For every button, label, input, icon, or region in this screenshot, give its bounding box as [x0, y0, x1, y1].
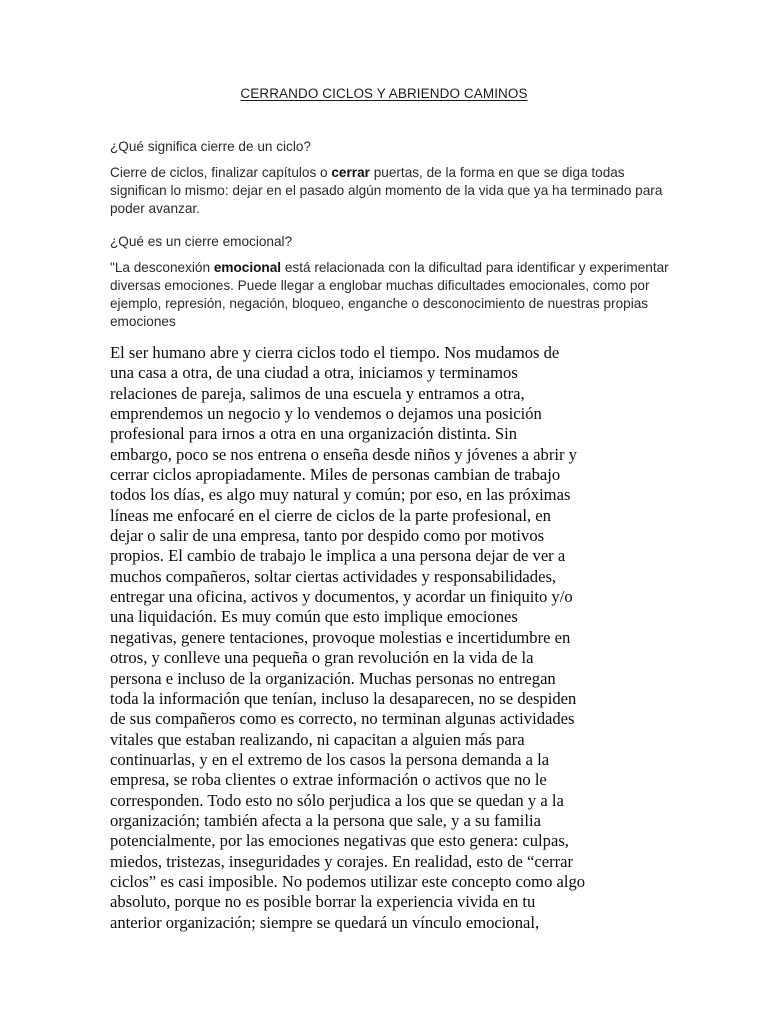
document-title: CERRANDO CICLOS Y ABRIENDO CAMINOS [240, 86, 528, 101]
body-line: vitales que estaban realizando, ni capacitan a alguien más para [110, 729, 525, 749]
paragraph-desconexion-emocional [110, 259, 670, 331]
body-line: potencialmente, por las emociones negativas que esto genera: culpas, [110, 831, 569, 851]
body-line: miedos, tristezas, inseguridades y corajes. En realidad, esto de “cerrar [110, 851, 574, 871]
body-line: cerrar ciclos apropiadamente. Miles de personas cambian de trabajo [110, 465, 561, 485]
body-line: relaciones de pareja, salimos de una escuela y entramos a otra, [110, 383, 525, 403]
question-cierre-ciclo: ¿Qué significa cierre de un ciclo? [110, 139, 311, 154]
body-line: otros, y conlleve una pequeña o gran revolución en la vida de la [110, 648, 534, 668]
body-text [110, 343, 670, 933]
body-line: una liquidación. Es muy común que esto implique emociones [110, 607, 518, 627]
body-line: emprendemos un negocio y lo vendemos o dejamos una posición [110, 404, 542, 424]
body-line: organización; también afecta a la persona que sale, y a su familia [110, 810, 541, 830]
body-line: corresponden. Todo esto no sólo perjudica a los que se quedan y a la [110, 790, 564, 810]
paragraph-cierre-ciclos [110, 164, 670, 218]
paragraph-text: Cierre de ciclos, finalizar capítulos o [110, 165, 332, 180]
body-line: entregar una oficina, activos y documentos, y acordar un finiquito y/o [110, 587, 573, 607]
paragraph-text: puertas, de la forma en que se diga todas significan lo mismo: dejar en el pasado algún momento de la vida que ya ha terminado para poder avanzar. [110, 165, 663, 216]
bold-keyword: cerrar [331, 165, 370, 180]
body-line: de sus compañeros como es correcto, no terminan algunas actividades [110, 709, 575, 729]
paragraph-text: "La desconexión [110, 260, 214, 275]
body-line: propios. El cambio de trabajo le implica a una persona dejar de ver a [110, 546, 566, 566]
body-line: todos los días, es algo muy natural y común; por eso, en las próximas [110, 485, 571, 505]
question-cierre-emocional: ¿Qué es un cierre emocional? [110, 234, 293, 249]
body-line: dejar o salir de una empresa, tanto por despido como por motivos [110, 526, 545, 546]
body-line: ciclos” es casi imposible. No podemos utilizar este concepto como algo [110, 871, 586, 891]
body-line: toda la información que tenían, incluso la desaparecen, no se despiden [110, 688, 577, 708]
body-line: muchos compañeros, soltar ciertas actividades y responsabilidades, [110, 566, 557, 586]
paragraph-text: está relacionada con la dificultad para identificar y experimentar diversas emociones. Puede llegar a englobar muchas dificultades emocionales, como por ejemplo, represión, negación, bloqueo, enganche o desconocimiento de nuestras propias emociones [110, 260, 669, 329]
body-line: empresa, se roba clientes o extrae información o activos que no le [110, 770, 547, 790]
body-line: una casa a otra, de una ciudad a otra, iniciamos y terminamos [110, 363, 518, 383]
body-line: anterior organización; siempre se quedará un vínculo emocional, [110, 912, 540, 932]
body-line: El ser humano abre y cierra ciclos todo el tiempo. Nos mudamos de [110, 343, 560, 362]
body-line: continuarlas, y en el extremo de los casos la persona demanda a la [110, 749, 550, 769]
bold-keyword: emocional [213, 260, 282, 275]
body-line: persona e incluso de la organización. Muchas personas no entregan [110, 668, 556, 688]
body-line: embargo, poco se nos entrena o enseña desde niños y jóvenes a abrir y [110, 444, 577, 464]
body-line: líneas me enfocaré en el cierre de ciclos de la parte profesional, en [110, 505, 551, 525]
body-line: negativas, genere tentaciones, provoque molestias e incertidumbre en [110, 627, 571, 647]
body-line: profesional para irnos a otra en una organización distinta. Sin [110, 424, 518, 444]
body-line: absoluto, porque no es posible borrar la experiencia vivida en tu [110, 892, 536, 912]
